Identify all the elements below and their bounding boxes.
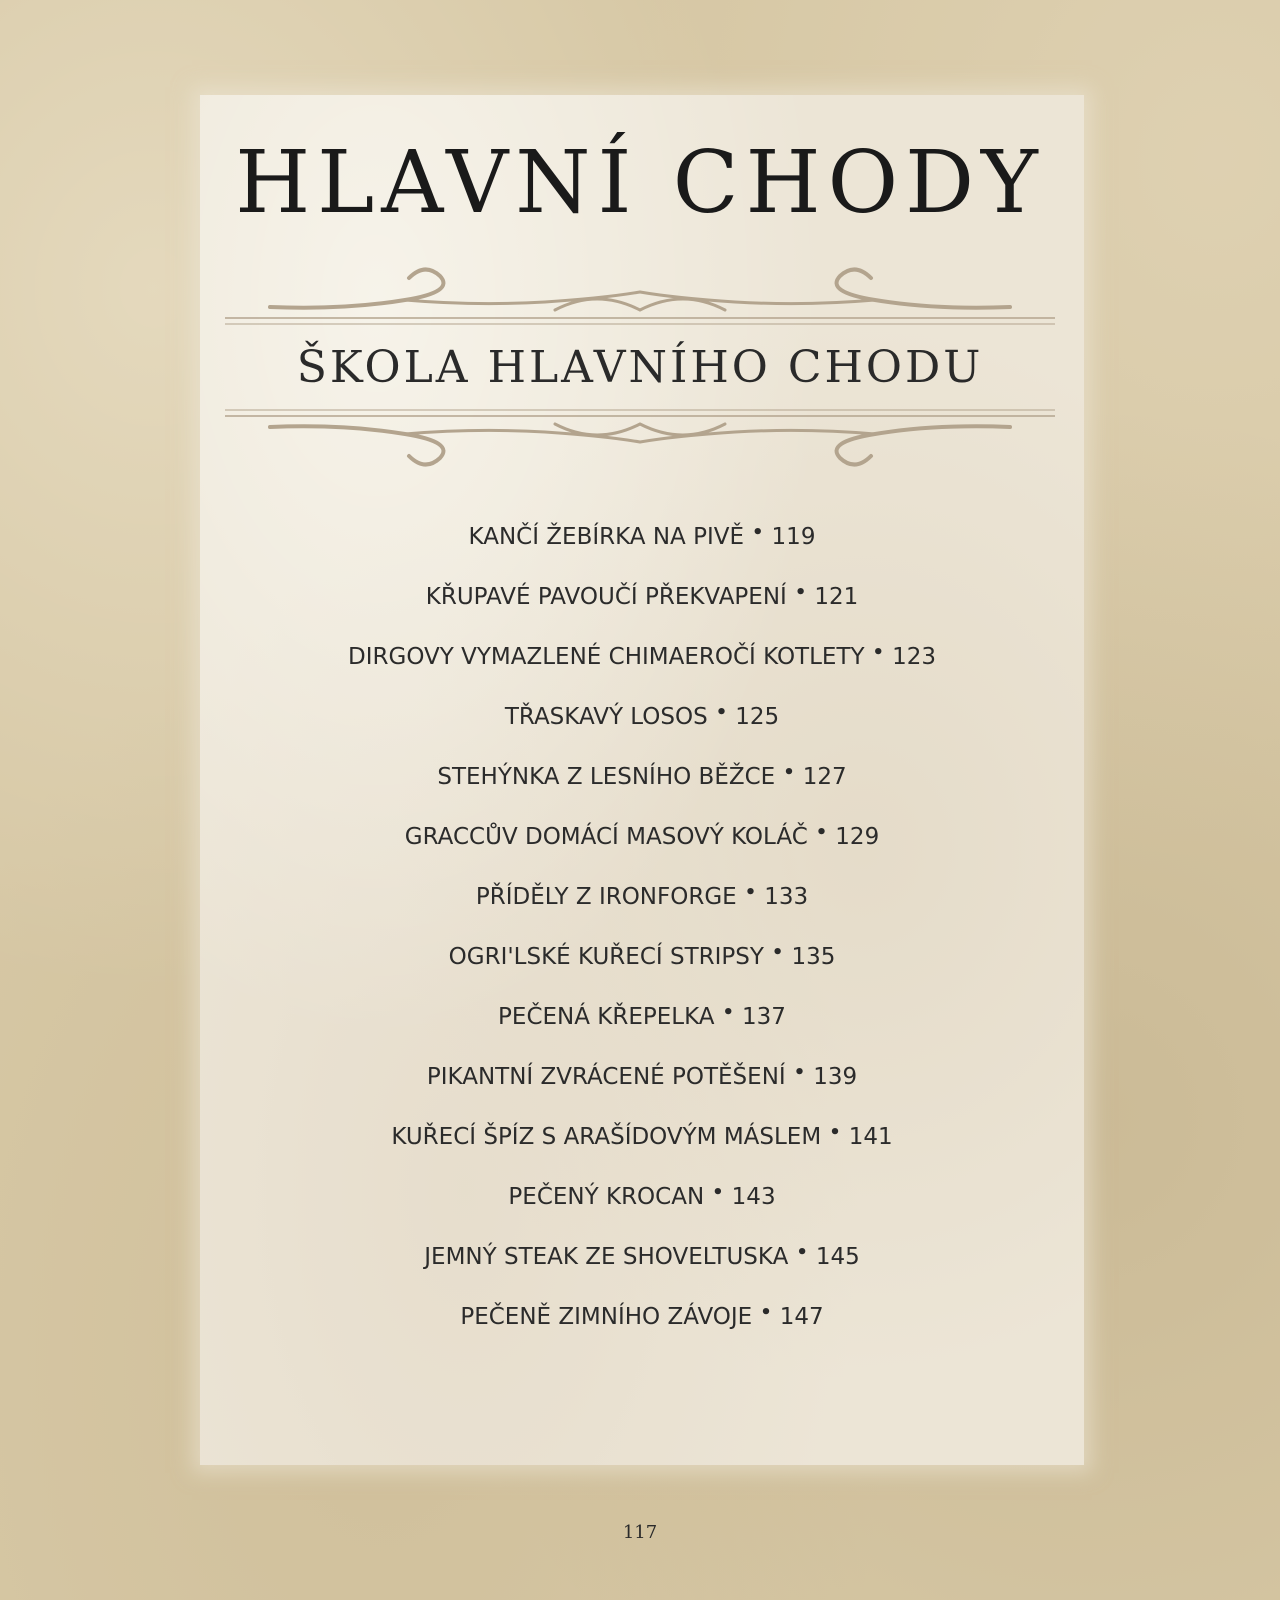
recipe-page: 139 — [813, 1064, 858, 1090]
flourish-divider-icon — [225, 262, 1055, 332]
recipe-page: 125 — [735, 704, 780, 730]
recipe-page: 119 — [771, 524, 816, 550]
separator-dot: • — [771, 942, 784, 963]
list-item[interactable] — [200, 937, 1084, 997]
separator-dot: • — [715, 702, 728, 723]
recipe-title: PEČENĚ ZIMNÍHO ZÁVOJE — [460, 1304, 753, 1330]
separator-dot: • — [722, 1002, 735, 1023]
list-item[interactable] — [200, 1057, 1084, 1117]
list-item[interactable] — [200, 1117, 1084, 1177]
list-item[interactable] — [200, 1297, 1084, 1357]
recipe-title: PIKANTNÍ ZVRÁCENÉ POTĚŠENÍ — [426, 1064, 786, 1090]
flourish-divider-icon — [225, 402, 1055, 472]
list-item[interactable] — [200, 877, 1084, 937]
separator-dot: • — [752, 522, 764, 543]
separator-dot: • — [783, 762, 795, 783]
separator-dot: • — [712, 1182, 724, 1203]
list-item[interactable] — [200, 697, 1084, 757]
list-item[interactable] — [200, 757, 1084, 817]
list-item[interactable] — [200, 1177, 1084, 1237]
page-number: 117 — [622, 1522, 658, 1543]
recipe-page: 129 — [835, 824, 880, 850]
recipe-title: DIRGOVY VYMAZLENÉ CHIMAEROČÍ KOTLETY — [348, 644, 865, 670]
separator-dot: • — [815, 822, 828, 843]
recipe-page: 137 — [742, 1004, 786, 1030]
recipe-page: 141 — [848, 1124, 893, 1150]
recipe-title: KANČÍ ŽEBÍRKA NA PIVĚ — [468, 524, 745, 550]
recipe-page: 123 — [892, 644, 936, 670]
recipe-page: 127 — [802, 764, 847, 790]
list-item[interactable] — [200, 637, 1084, 697]
separator-dot: • — [796, 1242, 808, 1263]
separator-dot: • — [760, 1302, 772, 1323]
recipe-title: PEČENÁ KŘEPELKA — [498, 1004, 715, 1030]
recipe-title: TŘASKAVÝ LOSOS — [504, 704, 708, 730]
list-item[interactable] — [200, 517, 1084, 577]
recipe-page: 143 — [731, 1184, 776, 1210]
recipe-title: GRACCŮV DOMÁCÍ MASOVÝ KOLÁČ — [404, 824, 808, 850]
separator-dot: • — [793, 1062, 806, 1083]
separator-dot: • — [794, 582, 807, 603]
recipe-title: STEHÝNKA Z LESNÍHO BĚŽCE — [437, 764, 776, 790]
recipe-title: KŘUPAVÉ PAVOUČÍ PŘEKVAPENÍ — [425, 584, 787, 610]
recipe-page: 135 — [791, 944, 836, 970]
separator-dot: • — [829, 1122, 841, 1143]
list-item[interactable] — [200, 1237, 1084, 1297]
recipe-title: KUŘECÍ ŠPÍZ S ARAŠÍDOVÝM MÁSLEM — [391, 1124, 822, 1150]
recipe-title: PEČENÝ KROCAN — [508, 1184, 705, 1210]
list-item[interactable] — [200, 577, 1084, 637]
section-subtitle: ŠKOLA HLAVNÍHO CHODU — [296, 342, 984, 393]
recipe-title: PŘÍDĚLY Z IRONFORGE — [475, 884, 737, 910]
page-title: HLAVNÍ CHODY — [235, 133, 1045, 233]
list-item[interactable] — [200, 817, 1084, 877]
recipe-page: 145 — [815, 1244, 860, 1270]
list-item[interactable] — [200, 997, 1084, 1057]
recipe-page: 133 — [764, 884, 809, 910]
recipe-list — [200, 517, 1084, 1357]
separator-dot: • — [872, 642, 885, 663]
recipe-page: 121 — [814, 584, 859, 610]
separator-dot: • — [744, 882, 757, 903]
recipe-page: 147 — [779, 1304, 824, 1330]
recipe-title: JEMNÝ STEAK ZE SHOVELTUSKA — [424, 1244, 789, 1270]
recipe-title: OGRI'LSKÉ KUŘECÍ STRIPSY — [448, 944, 764, 970]
